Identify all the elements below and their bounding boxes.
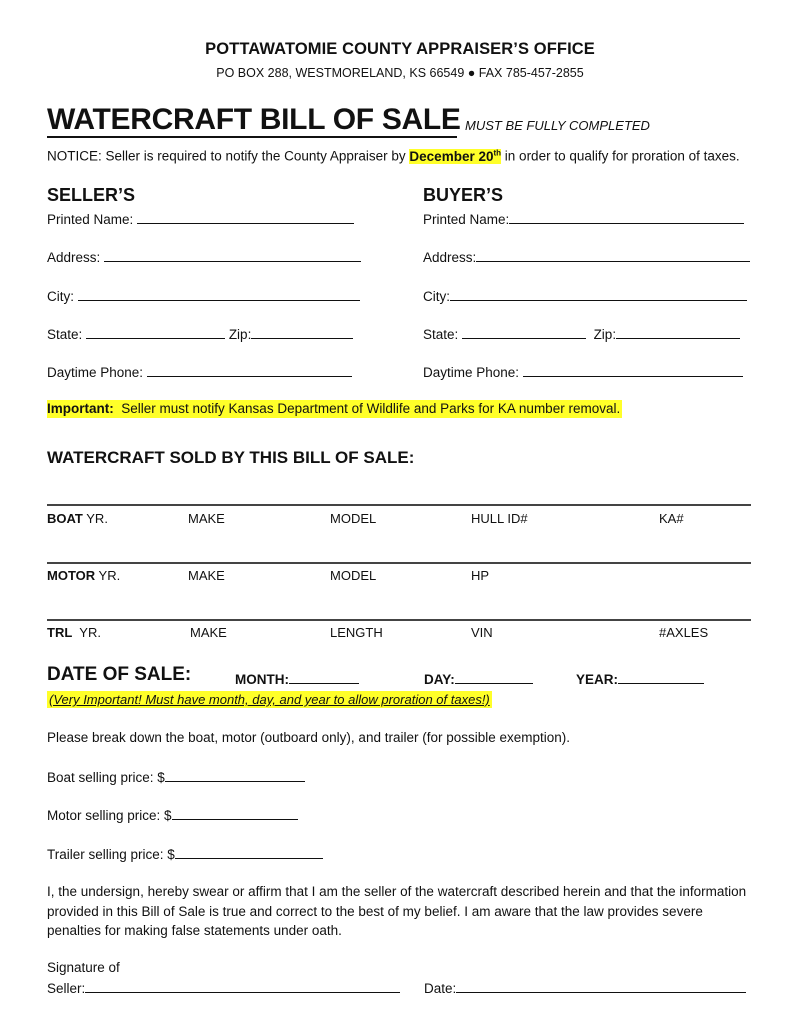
notice-suffix: in order to qualify for proration of taxes.: [501, 148, 740, 164]
buyer-city-label: City:: [423, 289, 450, 304]
buyer-address-field[interactable]: [423, 248, 750, 265]
boat-entry-line[interactable]: [47, 504, 751, 506]
boat-price-input[interactable]: [165, 768, 305, 782]
buyer-zip-input[interactable]: [616, 325, 740, 339]
trailer-row-type: [47, 625, 101, 640]
year-input[interactable]: [618, 670, 704, 684]
buyer-phone-label: Daytime Phone:: [423, 365, 520, 380]
important-label: Important:: [47, 401, 114, 416]
trailer-price-input[interactable]: [175, 845, 323, 859]
seller-phone-label: Daytime Phone:: [47, 365, 144, 380]
important-text: Seller must notify Kansas Department of Wildlife and Parks for KA number removal.: [113, 401, 621, 416]
seller-printed-name-label: Printed Name:: [47, 212, 134, 227]
trailer-length-label: LENGTH: [330, 625, 383, 640]
buyer-city-field[interactable]: [423, 287, 747, 304]
trailer-label: TRL: [47, 625, 73, 640]
motor-price-label: Motor selling price: $: [47, 808, 172, 823]
signature-date-field[interactable]: [424, 979, 746, 996]
trailer-axles-label: #AXLES: [659, 625, 709, 640]
office-address: PO BOX 288, WESTMORELAND, KS 66549 ● FAX 785-457-2855: [216, 66, 584, 80]
notice-prefix: NOTICE: Seller is required to notify the County Appraiser by: [47, 148, 410, 164]
boat-price-field[interactable]: [47, 768, 305, 785]
deadline-date: December 20: [409, 148, 494, 164]
office-name: POTTAWATOMIE COUNTY APPRAISER’S OFFICE: [205, 40, 595, 58]
seller-city-input[interactable]: [78, 287, 360, 301]
seller-address-field[interactable]: [47, 248, 361, 265]
seller-printed-name-field[interactable]: [47, 210, 354, 227]
affirmation-text: I, the undersign, hereby swear or affirm that I am the seller of the watercraft described herein and that the information provided in this Bill of Sale is true and correct to the best of my belief. I am aware that the law provides severe penalties for making false statements under oath.: [47, 884, 747, 938]
motor-label: MOTOR: [47, 568, 96, 583]
boat-row-type: [47, 511, 108, 526]
boat-price-label: Boat selling price: $: [47, 770, 165, 785]
trailer-price-field[interactable]: [47, 845, 323, 862]
seller-zip-input[interactable]: [251, 325, 353, 339]
seller-city-field[interactable]: [47, 287, 360, 304]
seller-signature-label: Seller:: [47, 981, 86, 996]
motor-model-label: MODEL: [330, 568, 377, 583]
signature-label-line1: Signature of: [47, 960, 120, 975]
trailer-vin-label: VIN: [471, 625, 493, 640]
date-warning: (Very Important! Must have month, day, and year to allow proration of taxes!): [49, 692, 490, 707]
buyer-printed-name-label: Printed Name:: [423, 212, 510, 227]
boat-model-label: MODEL: [330, 511, 377, 526]
buyer-printed-name-field[interactable]: [423, 210, 744, 227]
motor-make-label: MAKE: [188, 568, 225, 583]
seller-heading: SELLER’S: [47, 185, 136, 205]
form-subtitle: MUST BE FULLY COMPLETED: [465, 118, 650, 133]
buyer-city-input[interactable]: [450, 287, 747, 301]
buyer-state-input[interactable]: [462, 325, 586, 339]
month-input[interactable]: [289, 670, 359, 684]
buyer-state-field[interactable]: [423, 325, 740, 342]
buyer-phone-field[interactable]: [423, 363, 743, 380]
seller-phone-field[interactable]: [47, 363, 352, 380]
buyer-address-label: Address:: [423, 250, 477, 265]
motor-hp-label: HP: [471, 568, 490, 583]
important-banner: [47, 400, 622, 418]
boat-hull-id-label: HULL ID#: [471, 511, 528, 526]
day-label: DAY:: [424, 672, 455, 687]
trailer-price-label: Trailer selling price: $: [47, 847, 175, 862]
trailer-yr-label: YR.: [79, 625, 101, 640]
boat-ka-label: KA#: [659, 511, 684, 526]
breakdown-intro: Please break down the boat, motor (outboard only), and trailer (for possible exemption).: [47, 730, 571, 745]
day-field[interactable]: [424, 670, 533, 687]
form-title: WATERCRAFT BILL OF SALE: [47, 103, 461, 136]
seller-address-label: Address:: [47, 250, 101, 265]
notice-deadline: [409, 149, 501, 164]
buyer-printed-name-input[interactable]: [509, 210, 744, 224]
seller-state-field[interactable]: [47, 325, 353, 342]
seller-state-input[interactable]: [86, 325, 225, 339]
boat-label: BOAT: [47, 511, 83, 526]
notice-text: [47, 143, 757, 166]
day-input[interactable]: [455, 670, 533, 684]
signature-date-label: Date:: [424, 981, 457, 996]
motor-price-field[interactable]: [47, 806, 298, 823]
seller-signature-field[interactable]: [47, 979, 400, 996]
seller-address-input[interactable]: [104, 248, 361, 262]
deadline-suffix: th: [493, 148, 502, 157]
boat-yr-label: YR.: [86, 511, 108, 526]
year-label: YEAR:: [576, 672, 619, 687]
month-field[interactable]: [235, 670, 359, 687]
buyer-state-label: State:: [423, 327, 459, 342]
buyer-phone-input[interactable]: [523, 363, 743, 377]
month-label: MONTH:: [235, 672, 289, 687]
motor-yr-label: YR.: [98, 568, 121, 583]
date-of-sale-heading: DATE OF SALE:: [47, 664, 192, 685]
seller-signature-input[interactable]: [85, 979, 400, 993]
seller-phone-input[interactable]: [147, 363, 352, 377]
trailer-make-label: MAKE: [190, 625, 227, 640]
year-field[interactable]: [576, 670, 704, 687]
buyer-address-input[interactable]: [476, 248, 750, 262]
boat-make-label: MAKE: [188, 511, 225, 526]
seller-city-label: City:: [47, 289, 74, 304]
signature-date-input[interactable]: [456, 979, 746, 993]
buyer-heading: BUYER’S: [423, 185, 504, 205]
motor-row-type: [47, 568, 120, 583]
motor-entry-line[interactable]: [47, 562, 751, 564]
seller-zip-label: Zip:: [228, 327, 252, 342]
title-underline: [47, 136, 457, 138]
trailer-entry-line[interactable]: [47, 619, 751, 621]
motor-price-input[interactable]: [172, 806, 298, 820]
seller-printed-name-input[interactable]: [137, 210, 354, 224]
seller-state-label: State:: [47, 327, 83, 342]
watercraft-heading: WATERCRAFT SOLD BY THIS BILL OF SALE:: [47, 448, 415, 467]
buyer-zip-label: Zip:: [593, 327, 617, 342]
